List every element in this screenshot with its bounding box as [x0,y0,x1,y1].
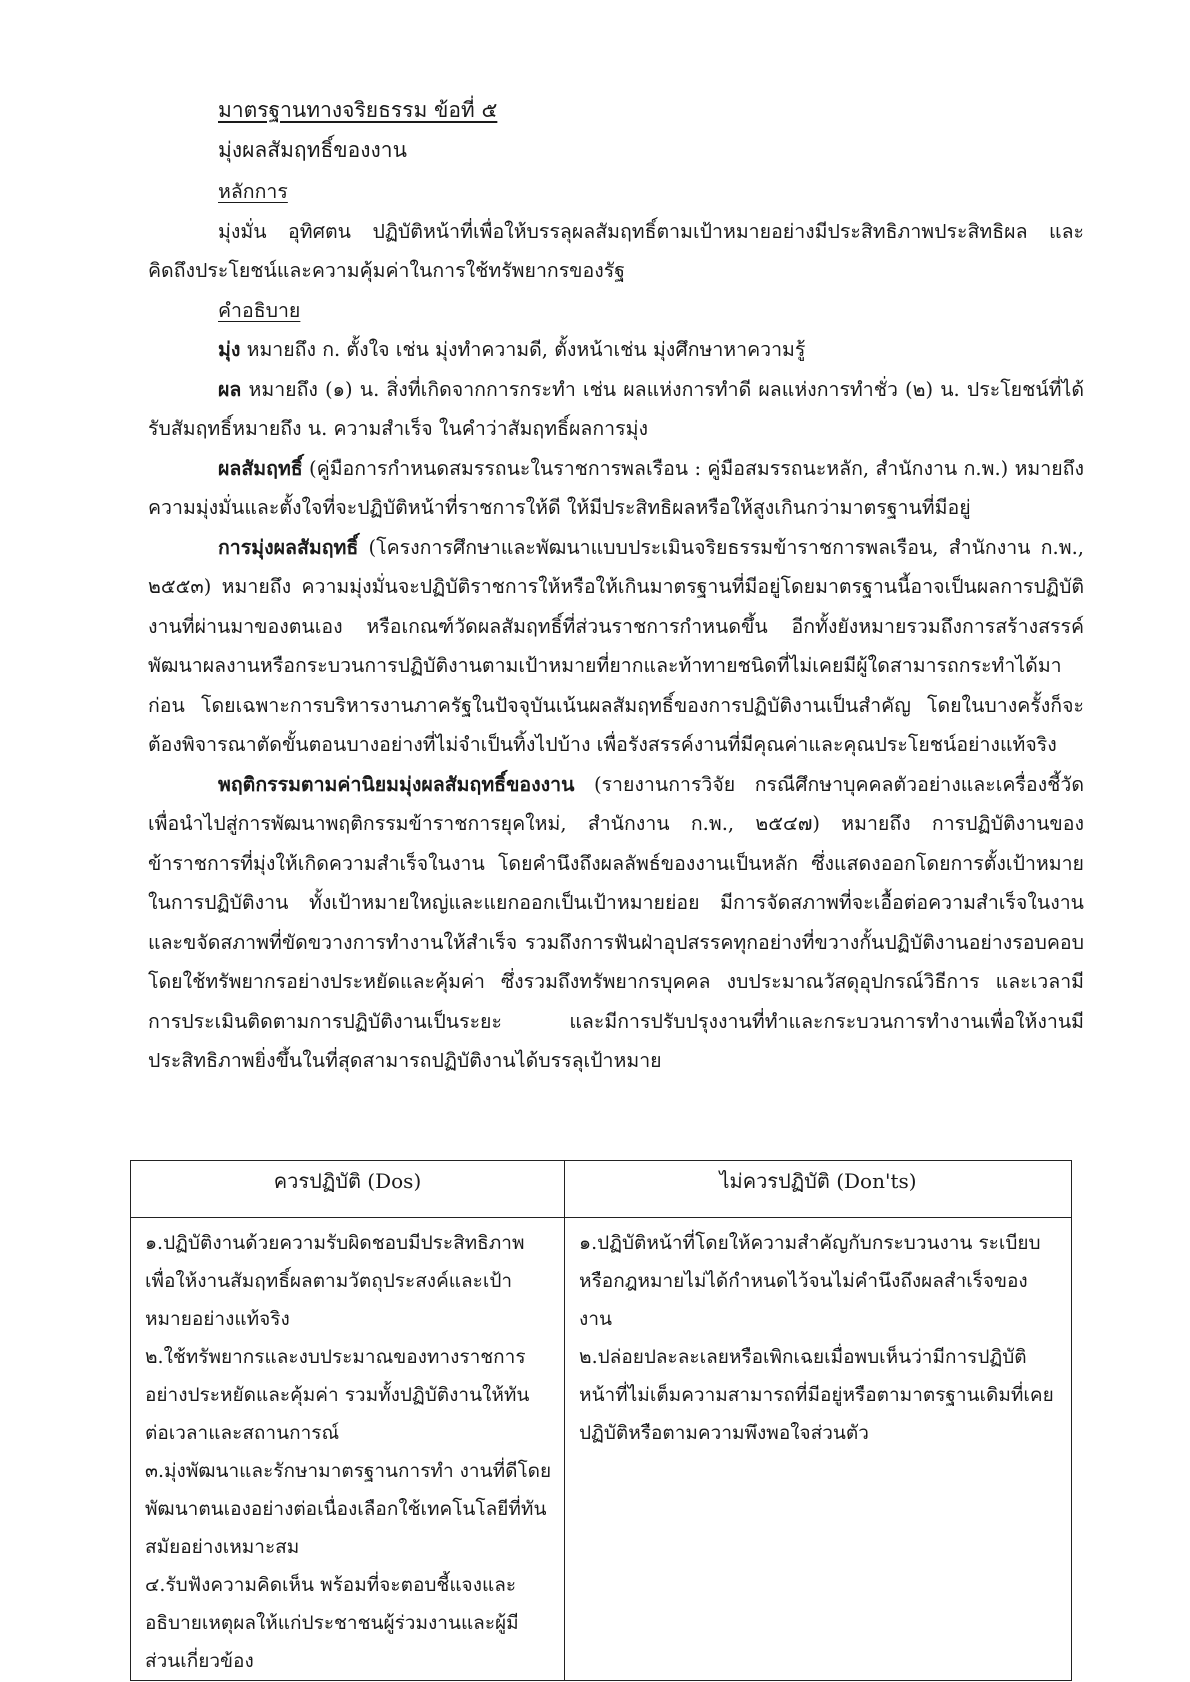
definition-mung-text: หมายถึง ก. ตั้งใจ เช่น มุ่งทำความดี, ตั้งหน้าเช่น มุ่งศึกษาหาความรู้ [240,338,806,361]
donts-item: ๒.ปล่อยปละละเลยหรือเพิกเฉยเมื่อพบเห็นว่ามีการปฏิบัติหน้าที่ไม่เต็มความสามารถที่มีอยู่หรือตามาตรฐานเดิมที่เคยปฏิบัติหรือตามความพึงพอใจส่วนตัว [579,1346,1054,1444]
dos-item: ๓.มุ่งพัฒนาและรักษามาตรฐานการทำ งานที่ดีโดยพัฒนาตนเองอย่างต่อเนื่องเลือกใช้เทคโนโลยีที่ทันสมัยอย่างเหมาะสม [145,1460,552,1558]
principle-section [148,172,1084,1081]
dos-cell [131,1218,565,1681]
dos-header: ควรปฏิบัติ (Dos) [131,1161,565,1218]
definition-phon [148,370,1084,449]
table-header-row [131,1161,1072,1218]
term-behavior: พฤติกรรมตามค่านิยมมุ่งผลสัมฤทธิ์ของงาน [218,772,575,796]
definition-behavior-text: (รายงานการวิจัย กรณีศึกษาบุคคลตัวอย่างและเครื่องชี้วัดเพื่อนำไปสู่การพัฒนาพฤติกรรมข้าราชการยุคใหม่, สำนักงาน ก.พ., ๒๕๔๗) หมายถึง การปฏิบัติงานของข้าราชการที่มุ่งให้เกิดความสำเร็จในงาน โดยคำนึงถึงผลลัพธ์ของงานเป็นหลัก ซึ่งแสดงออกโดยการตั้งเป้าหมายในการปฏิบัติงาน ทั้งเป้าหมายใหญ่และแยกออกเป็นเป้าหมายย่อย มีการจัดสภาพที่จะเอื้อต่อความสำเร็จในงาน และขจัดสภาพที่ขัดขวางการทำงานให้สำเร็จ รวมถึงการฟันฝ่าอุปสรรคทุกอย่างที่ขวางกั้นปฏิบัติงานอย่างรอบคอบโดยใช้ทรัพยากรอย่างประหยัดและคุ้มค่า ซึ่งรวมถึงทรัพยากรบุคคล งบประมาณวัสดุอุปกรณ์วิธีการ และเวลามีการประเมินติดตามการปฏิบัติงานเป็นระยะ และมีการปรับปรุงงานที่ทำและกระบวนการทำงานเพื่อให้งานมีประสิทธิภาพยิ่งขึ้นในที่สุดสามารถปฏิบัติงานได้บรรลุเป้าหมาย [148,772,1084,1072]
definition-mung [148,330,1084,370]
dos-item: ๔.รับฟังความคิดเห็น พร้อมที่จะตอบชี้แจงและอธิบายเหตุผลให้แก่ประชาชนผู้ร่วมงานและผู้มีส่วนเกี่ยวข้อง [145,1574,519,1672]
term-mung: มุ่ง [218,338,241,361]
definition-focus [148,528,1084,765]
definition-focus-text: (โครงการศึกษาและพัฒนาแบบประเมินจริยธรรมข้าราชการพลเรือน, สำนักงาน ก.พ., ๒๕๕๓) หมายถึง ความมุ่งมั่นจะปฏิบัติราชการให้หรือให้เกินมาตรฐานที่มีอยู่โดยมาตรฐานนี้อาจเป็นผลการปฏิบัติงานที่ผ่านมาของตนเอง หรือเกณฑ์วัดผลสัมฤทธิ์ที่ส่วนราชการกำหนดขึ้น อีกทั้งยังหมายรวมถึงการสร้างสรรค์พัฒนาผลงานหรือกระบวนการปฏิบัติงานตามเป้าหมายที่ยากและท้าทายชนิดที่ไม่เคยมีผู้ใดสามารถกระทำได้มาก่อน โดยเฉพาะการบริหารงานภาครัฐในปัจจุบันเน้นผลสัมฤทธิ์ของการปฏิบัติงานเป็นสำคัญ โดยในบางครั้งก็จะต้องพิจารณาตัดขั้นตอนบางอย่างที่ไม่จำเป็นทิ้งไปบ้าง เพื่อรังสรรค์งานที่มีคุณค่าและคุณประโยชน์อย่างแท้จริง [148,535,1084,756]
standard-subtitle: มุ่งผลสัมฤทธิ์ของงาน [218,138,407,162]
term-achievement: ผลสัมฤทธิ์ [218,456,303,480]
definition-phon-text: หมายถึง (๑) น. สิ่งที่เกิดจากการกระทำ เช่น ผลแห่งการทำดี ผลแห่งการทำชั่ว (๒) น. ประโยชน์ที่ได้รับสัมฤทธิ์หมายถึง น. ความสำเร็จ ในคำว่าสัมฤทธิ์ผลการมุ่ง [148,377,1084,440]
table-row [131,1218,1072,1681]
explanation-label: คำอธิบาย [218,298,301,322]
definition-achievement-text: (คู่มือการกำหนดสมรรถนะในราชการพลเรือน : คู่มือสมรรถนะหลัก, สำนักงาน ก.พ.) หมายถึง ความมุ่งมั่นและตั้งใจที่จะปฏิบัติหน้าที่ราชการให้ดี ให้มีประสิทธิผลหรือให้สูงเกินกว่ามาตรฐานที่มีอยู่ [148,456,1084,519]
definition-achievement [148,449,1084,528]
donts-header: ไม่ควรปฏิบัติ (Don'ts) [565,1161,1072,1218]
principle-label: หลักการ [218,180,288,203]
heading-block [218,90,497,170]
dos-item: ๒.ใช้ทรัพยากรและงบประมาณของทางราชการอย่างประหยัดและคุ้มค่า รวมทั้งปฏิบัติงานให้ทันต่อเวลาและสถานการณ์ [145,1346,530,1444]
term-phon: ผล [218,377,242,401]
donts-cell [565,1218,1072,1681]
definition-behavior [148,765,1084,1081]
principle-text: มุ่งมั่น อุทิศตน ปฏิบัติหน้าที่เพื่อให้บรรลุผลสัมฤทธิ์ตามเป้าหมายอย่างมีประสิทธิภาพประสิทธิผล และคิดถึงประโยชน์และความคุ้มค่าในการใช้ทรัพยากรของรัฐ [148,219,1084,282]
term-focus: การมุ่งผลสัมฤทธิ์ [218,535,359,559]
dos-donts-table [130,1160,1072,1681]
standard-title: มาตรฐานทางจริยธรรม ข้อที่ ๕ [218,98,498,122]
donts-item: ๑.ปฏิบัติหน้าที่โดยให้ความสำคัญกับกระบวนงาน ระเบียบหรือกฎหมายไม่ได้กำหนดไว้จนไม่คำนึงถึงผลสำเร็จของงาน [579,1232,1041,1330]
dos-item: ๑.ปฏิบัติงานด้วยความรับผิดชอบมีประสิทธิภาพ เพื่อให้งานสัมฤทธิ์ผลตามวัตถุประสงค์และเป้าหมายอย่างแท้จริง [145,1232,525,1330]
